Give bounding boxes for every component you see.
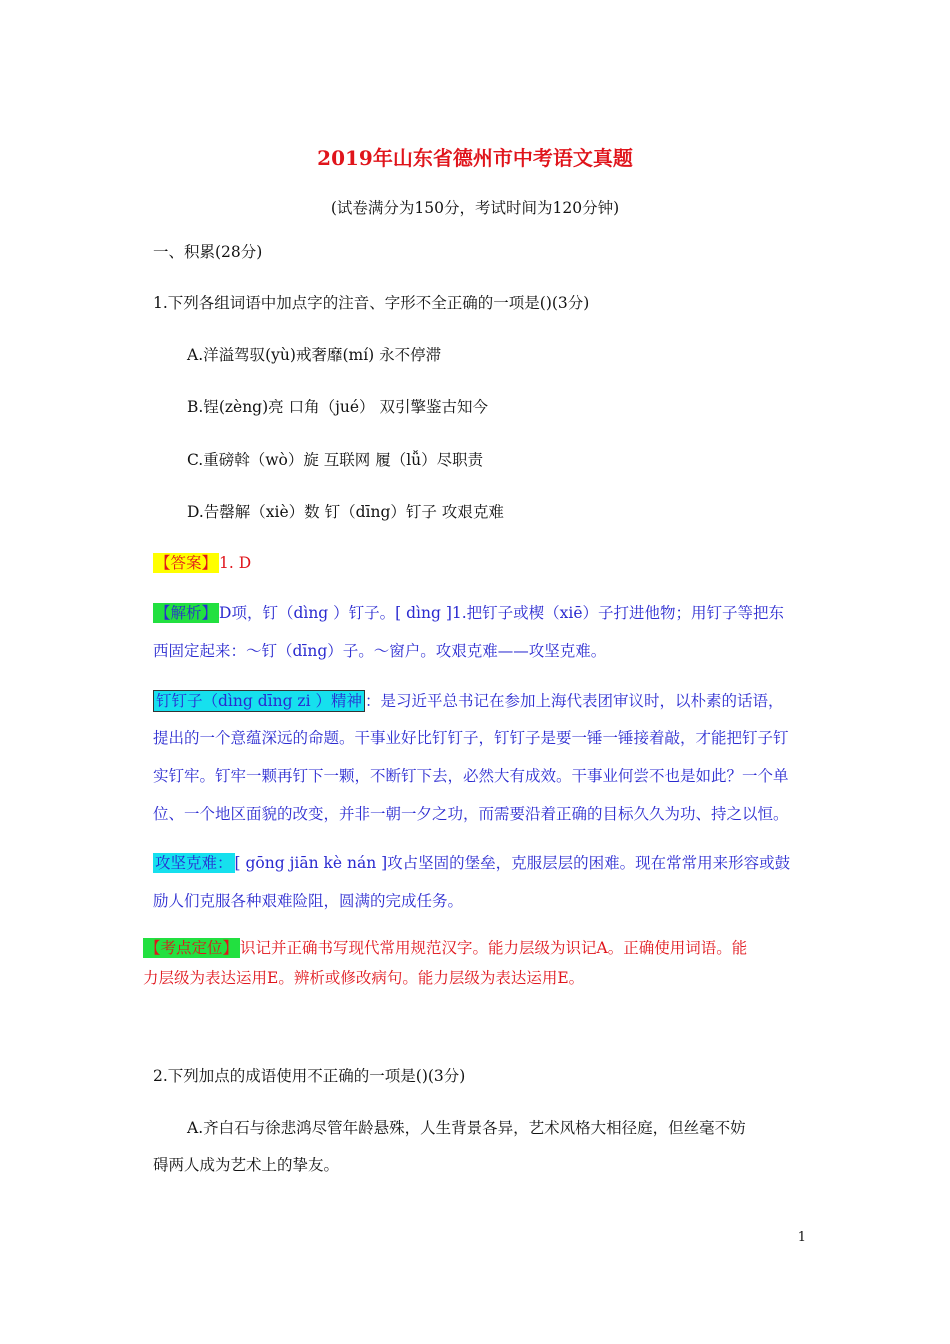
- spirit-line-1: [153, 690, 784, 712]
- question-1-stem: 1.下列各组词语中加点字的注音、字形不全正确的一项是()(3分): [153, 294, 590, 312]
- analysis-line-2: 西固定起来：～钉（dīng）子。～窗户。攻艰克难——攻坚克难。: [153, 642, 607, 660]
- kaodian-tag: 【考点定位】: [145, 939, 239, 957]
- analysis-line-1: [153, 603, 784, 623]
- spirit-line-4: 位、一个地区面貌的改变，并非一朝一夕之功，而需要沿着正确的目标久久为功、持之以恒。: [153, 805, 789, 823]
- answer-tag: 【答案】: [155, 554, 218, 572]
- q2-option-a-line-2: 碍两人成为艺术上的挚友。: [153, 1156, 340, 1174]
- analysis-text-1: D项，钉（dìng ）钉子。[ dìng ]1.把钉子或楔（xiē）子打进他物；用钉子等把东: [219, 604, 785, 622]
- kaodian-line-2: 力层级为表达运用E。辨析或修改病句。能力层级为表达运用E。: [143, 969, 585, 987]
- gongjian-line-2: 励人们克服各种艰难险阻，圆满的完成任务。: [153, 892, 464, 910]
- document-title: 2019年山东省德州市中考语文真题: [317, 146, 633, 170]
- q1-option-d: D.告罄解（xiè）数 钉（dīng）钉子 攻艰克难: [187, 503, 504, 521]
- q1-option-a: A.洋溢驾驭(yù)戒奢靡(mí) 永不停滞: [187, 346, 442, 364]
- gongjian-line-1: [153, 853, 790, 873]
- kaodian-line-1: [143, 938, 747, 958]
- question-2-stem: 2.下列加点的成语使用不正确的一项是()(3分): [153, 1067, 466, 1085]
- q1-option-b: B.锃(zèng)亮 口角（jué） 双引擎鉴古知今: [187, 398, 488, 416]
- answer-line: [153, 553, 251, 573]
- gongjian-tag: 攻坚克难：: [155, 854, 233, 872]
- analysis-tag: 【解析】: [155, 604, 218, 622]
- gongjian-text-1: [ gōng jiān kè nán ]攻占坚固的堡垒，克服层层的困难。现在常常用来形容或鼓: [234, 854, 791, 872]
- exam-info: (试卷满分为150分，考试时间为120分钟): [330, 199, 620, 217]
- spirit-tag: 钉钉子（dìng dīng zi ）精神: [153, 690, 365, 712]
- page-number: 1: [797, 1230, 806, 1245]
- q1-option-c: C.重磅斡（wò）旋 互联网 履（lǚ）尽职责: [187, 451, 484, 469]
- spirit-text-1: ：是习近平总书记在参加上海代表团审议时，以朴素的话语，: [364, 692, 784, 710]
- answer-text: 1. D: [219, 554, 252, 572]
- kaodian-text-1: 识记并正确书写现代常用规范汉字。能力层级为识记A。正确使用词语。能: [240, 939, 748, 957]
- spirit-line-2: 提出的一个意蕴深远的命题。干事业好比钉钉子，钉钉子是要一锤一锤接着敲，才能把钉子钉: [153, 729, 789, 747]
- q2-option-a-line-1: A.齐白石与徐悲鸿尽管年龄悬殊，人生背景各异，艺术风格大相径庭，但丝毫不妨: [187, 1119, 746, 1137]
- spirit-line-3: 实钉牢。钉牢一颗再钉下一颗，不断钉下去，必然大有成效。干事业何尝不也是如此？一个单: [153, 767, 789, 785]
- section-heading: 一、积累(28分): [153, 243, 263, 261]
